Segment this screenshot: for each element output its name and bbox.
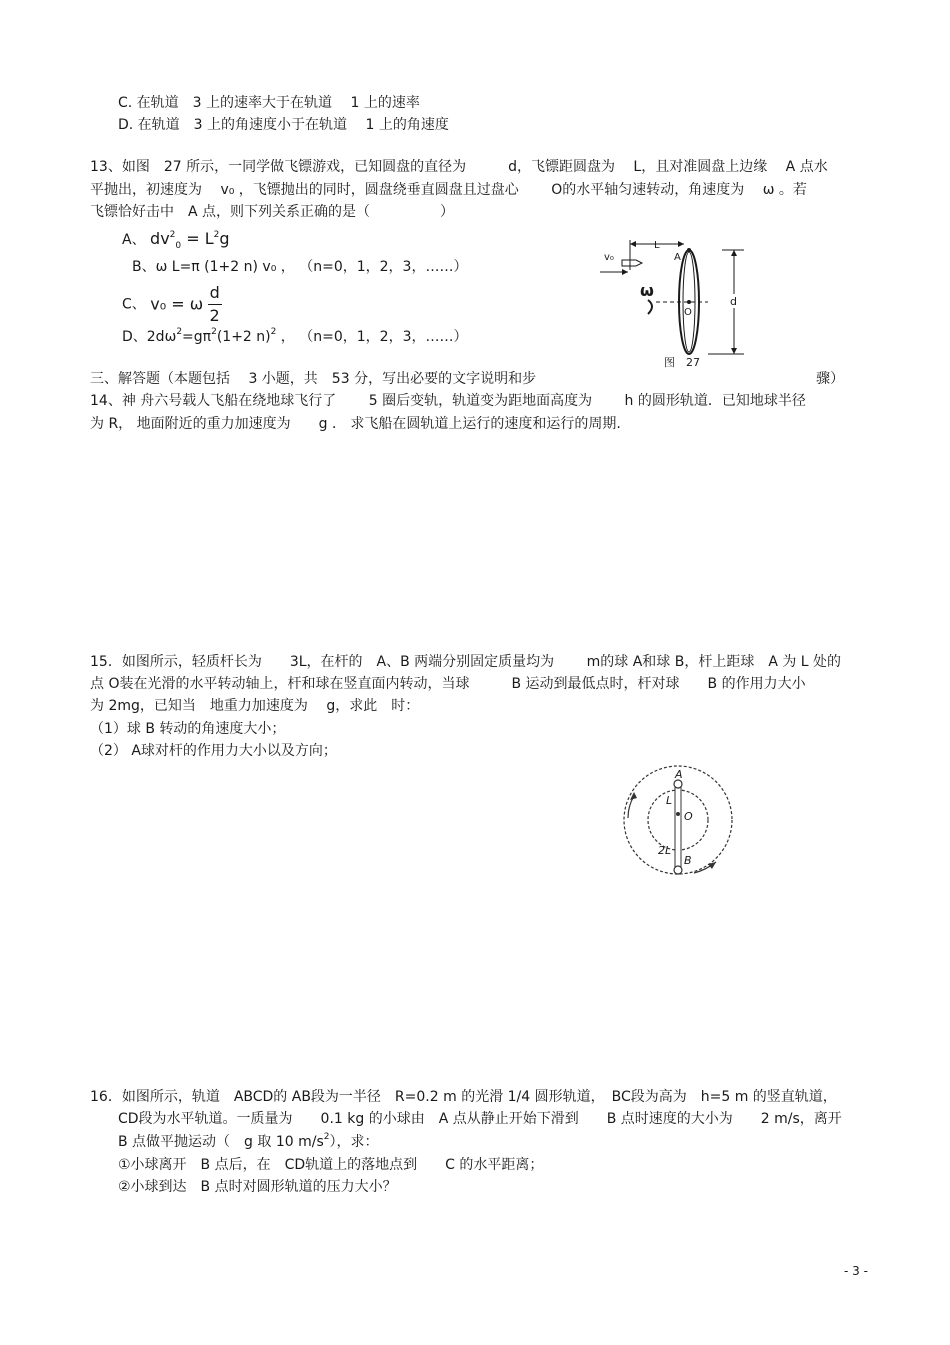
- q13-option-d-tail: (1+2 n): [216, 329, 271, 345]
- q15-ball-a: [674, 780, 682, 788]
- figure-q15-rotating-rod: [620, 762, 740, 882]
- fig27-velocity-arrowhead: [622, 269, 628, 275]
- option-d-prev: D. 在轨道 3 上的角速度小于在轨道 1 上的角速度: [118, 117, 449, 133]
- q13-option-d-sup3: 2: [270, 327, 277, 337]
- q16-line3: [118, 1133, 379, 1153]
- q15-ball-b: [674, 866, 682, 874]
- q14-line1: 14、神 舟六号载人飞船在绕地球飞行了 5 圈后变轨，轨道变为距地面高度为 h 的圆形轨道．已知地球半径: [90, 393, 806, 409]
- q13-option-d-sup2: 2: [211, 327, 217, 337]
- q15-sub1: （1）球 B 转动的角速度大小；: [90, 721, 286, 737]
- q16-line2: CD段为水平轨道。一质量为 0.1 kg 的小球由 A 点从静止开始下滑到 B 点时速度的大小为 2 m/s，离开: [118, 1111, 842, 1127]
- q13-option-c: [122, 282, 222, 327]
- q15-line3: 为 2mg，已知当 地重力加速度为 g，求此 时：: [90, 698, 420, 714]
- q15-line2: 点 O装在光滑的水平转动轴上，杆和球在竖直面内转动，当球 B 运动到最低点时，杆对球 B 的作用力大小: [90, 676, 806, 692]
- fig27-label-a: A: [674, 252, 681, 263]
- q15-line1: 15．如图所示，轻质杆长为 3L，在杆的 A、B 两端分别固定质量均为 m的球 A和球 B，杆上距球 A 为 L 处的: [90, 654, 842, 670]
- q13-option-a: [122, 230, 230, 251]
- q15-label-2l: 2L: [658, 844, 672, 857]
- q13-line1: 13、如图 27 所示，一同学做飞镖游戏，已知圆盘的直径为 d，飞镖距圆盘为 L，且对准圆盘上边缘 A 点水: [90, 159, 828, 175]
- q13-option-a-tail: g: [219, 229, 230, 248]
- fig27-label-v0: v₀: [604, 252, 614, 263]
- fig27-l-arrow-left: [630, 241, 636, 247]
- q13-option-a-sup2: 2: [213, 230, 220, 240]
- q13-option-c-num: d: [209, 283, 220, 302]
- q13-option-d-sup1: 2: [176, 327, 183, 337]
- q13-option-b: B、ω L=π (1+2 n) v₀ ， （n=0，1，2，3，……）: [132, 259, 468, 275]
- q16-sub1: ①小球离开 B 点后，在 CD轨道上的落地点到 C 的水平距离；: [118, 1157, 544, 1173]
- q13-option-d-pre: D、2dω: [122, 329, 177, 345]
- q15-label-b: B: [684, 854, 692, 867]
- q15-label-a: A: [675, 768, 683, 781]
- q13-option-a-sub: 0: [175, 241, 182, 251]
- fig27-point-a: [687, 248, 691, 252]
- q16-sub2: ②小球到达 B 点时对圆形轨道的压力大小？: [118, 1179, 397, 1195]
- q13-option-a-eq: = L: [181, 229, 214, 248]
- fig27-l-arrow-right: [678, 241, 684, 247]
- fig27-label-o: O: [684, 307, 692, 318]
- q13-line3: 飞镖恰好击中 A 点，则下列关系正确的是（ ）: [90, 204, 455, 220]
- q15-rod: [675, 784, 681, 870]
- q13-option-a-sup: 2: [169, 230, 176, 240]
- q15-pivot-o: [676, 812, 680, 816]
- q15-rotation-arrowhead-right: [708, 862, 716, 869]
- fig27-label-l: L: [654, 240, 660, 251]
- q14-line2: 为 R， 地面附近的重力加速度为 g ． 求飞船在圆轨道上运行的速度和运行的周期.: [90, 416, 621, 432]
- q13-option-a-label: A、: [122, 232, 146, 248]
- q13-line2: 平抛出，初速度为 v₀ ，飞镖抛出的同时，圆盘绕垂直圆盘且过盘心 O的水平轴匀速转动，角速度为 ω 。若: [90, 182, 807, 198]
- q16-line3-sup: 2: [323, 1132, 330, 1142]
- q16-line3-post: ），求：: [329, 1134, 379, 1150]
- q13-option-d-mid: =gπ: [182, 329, 212, 345]
- section-3-heading: 三、解答题（本题包括 3 小题，共 53 分，写出必要的文字说明和步 骤）: [90, 371, 845, 387]
- q13-option-c-lhs: v₀ = ω: [150, 294, 204, 314]
- fig27-rotation-arrow: [648, 300, 652, 314]
- q15-sub2: （2） A球对杆的作用力大小以及方向；: [90, 743, 337, 759]
- option-c-prev: C. 在轨道 3 上的速率大于在轨道 1 上的速率: [118, 95, 420, 111]
- q13-option-d-end: ， （n=0，1，2，3，……）: [276, 329, 468, 345]
- fig27-caption: 图 27: [664, 356, 700, 369]
- fig27-d-arrow-top: [731, 250, 737, 256]
- q16-line3-pre: B 点做平抛运动（ g 取 10 m/s: [118, 1134, 324, 1150]
- fig27-label-omega: ω: [640, 281, 654, 300]
- q13-option-c-den: 2: [209, 306, 220, 325]
- figure-27-dart-disk: [598, 232, 758, 372]
- q13-option-d: [122, 328, 468, 348]
- q16-line1: 16．如图所示，轨道 ABCD的 AB段为一半径 R=0.2 m 的光滑 1/4 圆形轨道， BC段为高为 h=5 m 的竖直轨道，: [90, 1089, 837, 1105]
- fig27-d-arrow-bottom: [731, 348, 737, 354]
- fig27-label-d: d: [730, 295, 737, 308]
- q15-label-l: L: [666, 794, 673, 807]
- q13-option-c-fraction: [208, 282, 222, 327]
- fig27-center-o: [687, 300, 691, 304]
- q13-option-a-lhs: dv: [150, 229, 170, 248]
- q13-option-c-label: C、: [122, 296, 146, 313]
- q15-label-o: O: [684, 810, 693, 823]
- page-number: - 3 -: [844, 1264, 868, 1278]
- fig27-dart: [622, 260, 642, 266]
